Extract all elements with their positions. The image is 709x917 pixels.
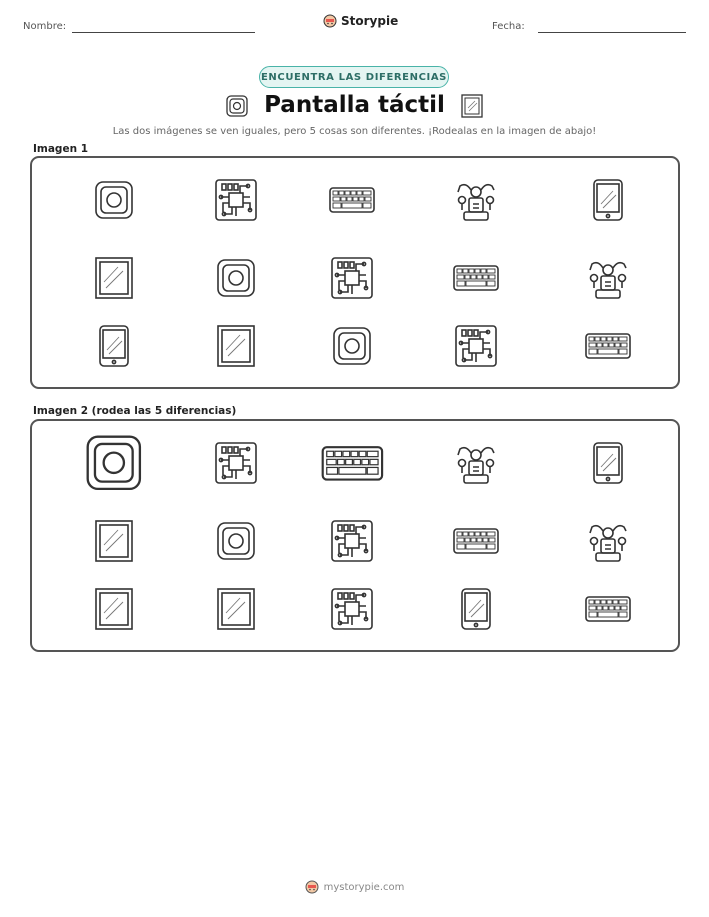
- footer: [0, 880, 709, 894]
- footer-url: mystorypie.com: [323, 881, 405, 893]
- robot-arm-icon: [452, 176, 500, 224]
- button-icon: [328, 322, 376, 370]
- button-icon[interactable]: [212, 517, 260, 565]
- image2-label: Imagen 2 (rodea las 5 diferencias): [33, 405, 237, 417]
- circuit-board-icon[interactable]: [212, 439, 260, 487]
- name-field[interactable]: [72, 32, 255, 33]
- circuit-board-icon: [328, 254, 376, 302]
- tablet-icon[interactable]: [584, 439, 632, 487]
- storypie-mascot-icon: [323, 14, 337, 28]
- circuit-board-icon[interactable]: [328, 585, 376, 633]
- image2-panel[interactable]: [30, 419, 680, 652]
- keyboard-icon[interactable]: [320, 431, 385, 496]
- button-icon: [212, 254, 260, 302]
- logo-text: Storypie: [341, 14, 399, 28]
- date-label: Fecha:: [492, 21, 525, 32]
- circuit-board-icon[interactable]: [328, 517, 376, 565]
- tablet-icon: [90, 322, 138, 370]
- keyboard-icon[interactable]: [584, 585, 632, 633]
- worksheet-badge: ENCUENTRA LAS DIFERENCIAS: [259, 66, 449, 88]
- tablet-icon: [584, 176, 632, 224]
- image1-label: Imagen 1: [33, 143, 89, 155]
- logo: [323, 14, 398, 28]
- circuit-board-icon: [212, 176, 260, 224]
- circuit-board-icon: [452, 322, 500, 370]
- page-title: Pantalla táctil: [264, 92, 445, 118]
- robot-arm-icon[interactable]: [584, 517, 632, 565]
- button-icon: [90, 176, 138, 224]
- keyboard-icon: [452, 254, 500, 302]
- glass-screen-icon[interactable]: [90, 585, 138, 633]
- keyboard-icon: [328, 176, 376, 224]
- keyboard-icon[interactable]: [452, 517, 500, 565]
- keyboard-icon: [584, 322, 632, 370]
- robot-arm-icon[interactable]: [452, 439, 500, 487]
- robot-arm-icon: [584, 254, 632, 302]
- name-label: Nombre:: [23, 21, 67, 32]
- glass-screen-icon[interactable]: [212, 585, 260, 633]
- tablet-icon[interactable]: [452, 585, 500, 633]
- title-glass-screen-icon: [461, 94, 483, 118]
- glass-screen-icon: [90, 254, 138, 302]
- storypie-mascot-icon: [305, 880, 319, 894]
- instructions: Las dos imágenes se ven iguales, pero 5 cosas son diferentes. ¡Rodealas en la imagen de abajo!: [112, 126, 597, 137]
- image1-panel: [30, 156, 680, 389]
- glass-screen-icon: [212, 322, 260, 370]
- date-field[interactable]: [538, 32, 686, 33]
- glass-screen-icon[interactable]: [90, 517, 138, 565]
- button-icon[interactable]: [79, 428, 149, 498]
